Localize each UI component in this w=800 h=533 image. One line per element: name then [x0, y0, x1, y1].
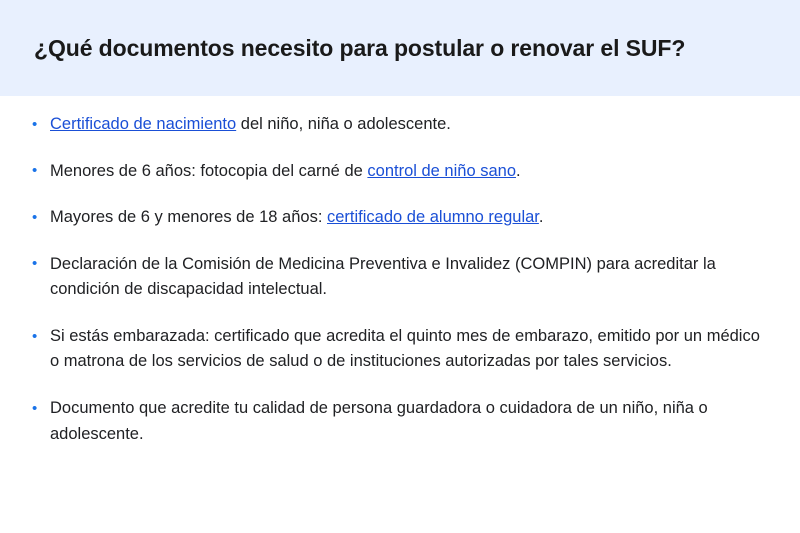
list-item [28, 396, 772, 447]
bullet-icon: • [32, 115, 38, 133]
list-item [28, 159, 772, 185]
list-item-text: Documento que acredite tu calidad de persona guardadora o cuidadora de un niño, niña o adolescente. [50, 398, 708, 443]
list-item-text: . [516, 161, 521, 180]
list-item [28, 112, 772, 138]
document-link[interactable]: Certificado de nacimiento [50, 115, 237, 133]
list-item-text: del niño, niña o adolescente. [236, 115, 451, 133]
page-header [0, 0, 800, 96]
bullet-icon: • [32, 208, 38, 226]
list-item [28, 252, 772, 303]
bullet-icon: • [32, 162, 38, 180]
list-item-text: Declaración de la Comisión de Medicina Preventiva e Invalidez (COMPIN) para acreditar la condición de discapacidad intelectual. [50, 254, 716, 299]
list-item [28, 324, 772, 375]
bullet-icon: • [32, 399, 38, 417]
list-item-text: Mayores de 6 y menores de 18 años: [50, 208, 327, 227]
documents-list [28, 112, 772, 447]
bullet-icon: • [32, 255, 38, 273]
page-title: ¿Qué documentos necesito para postular o renovar el SUF? [34, 34, 686, 61]
list-item-text: Menores de 6 años: fotocopia del carné de [50, 161, 368, 180]
document-link[interactable]: certificado de alumno regular [327, 208, 539, 227]
document-link[interactable]: control de niño sano [367, 161, 516, 180]
list-item [28, 205, 772, 231]
document-content [0, 96, 800, 447]
list-item-text: . [538, 208, 544, 227]
list-item-text: Si estás embarazada: certificado que acredita el quinto mes de embarazo, emitido por un médico o matrona de los servicios de salud o de instituciones autorizadas por tales servicios. [50, 326, 760, 371]
bullet-icon: • [32, 327, 38, 345]
